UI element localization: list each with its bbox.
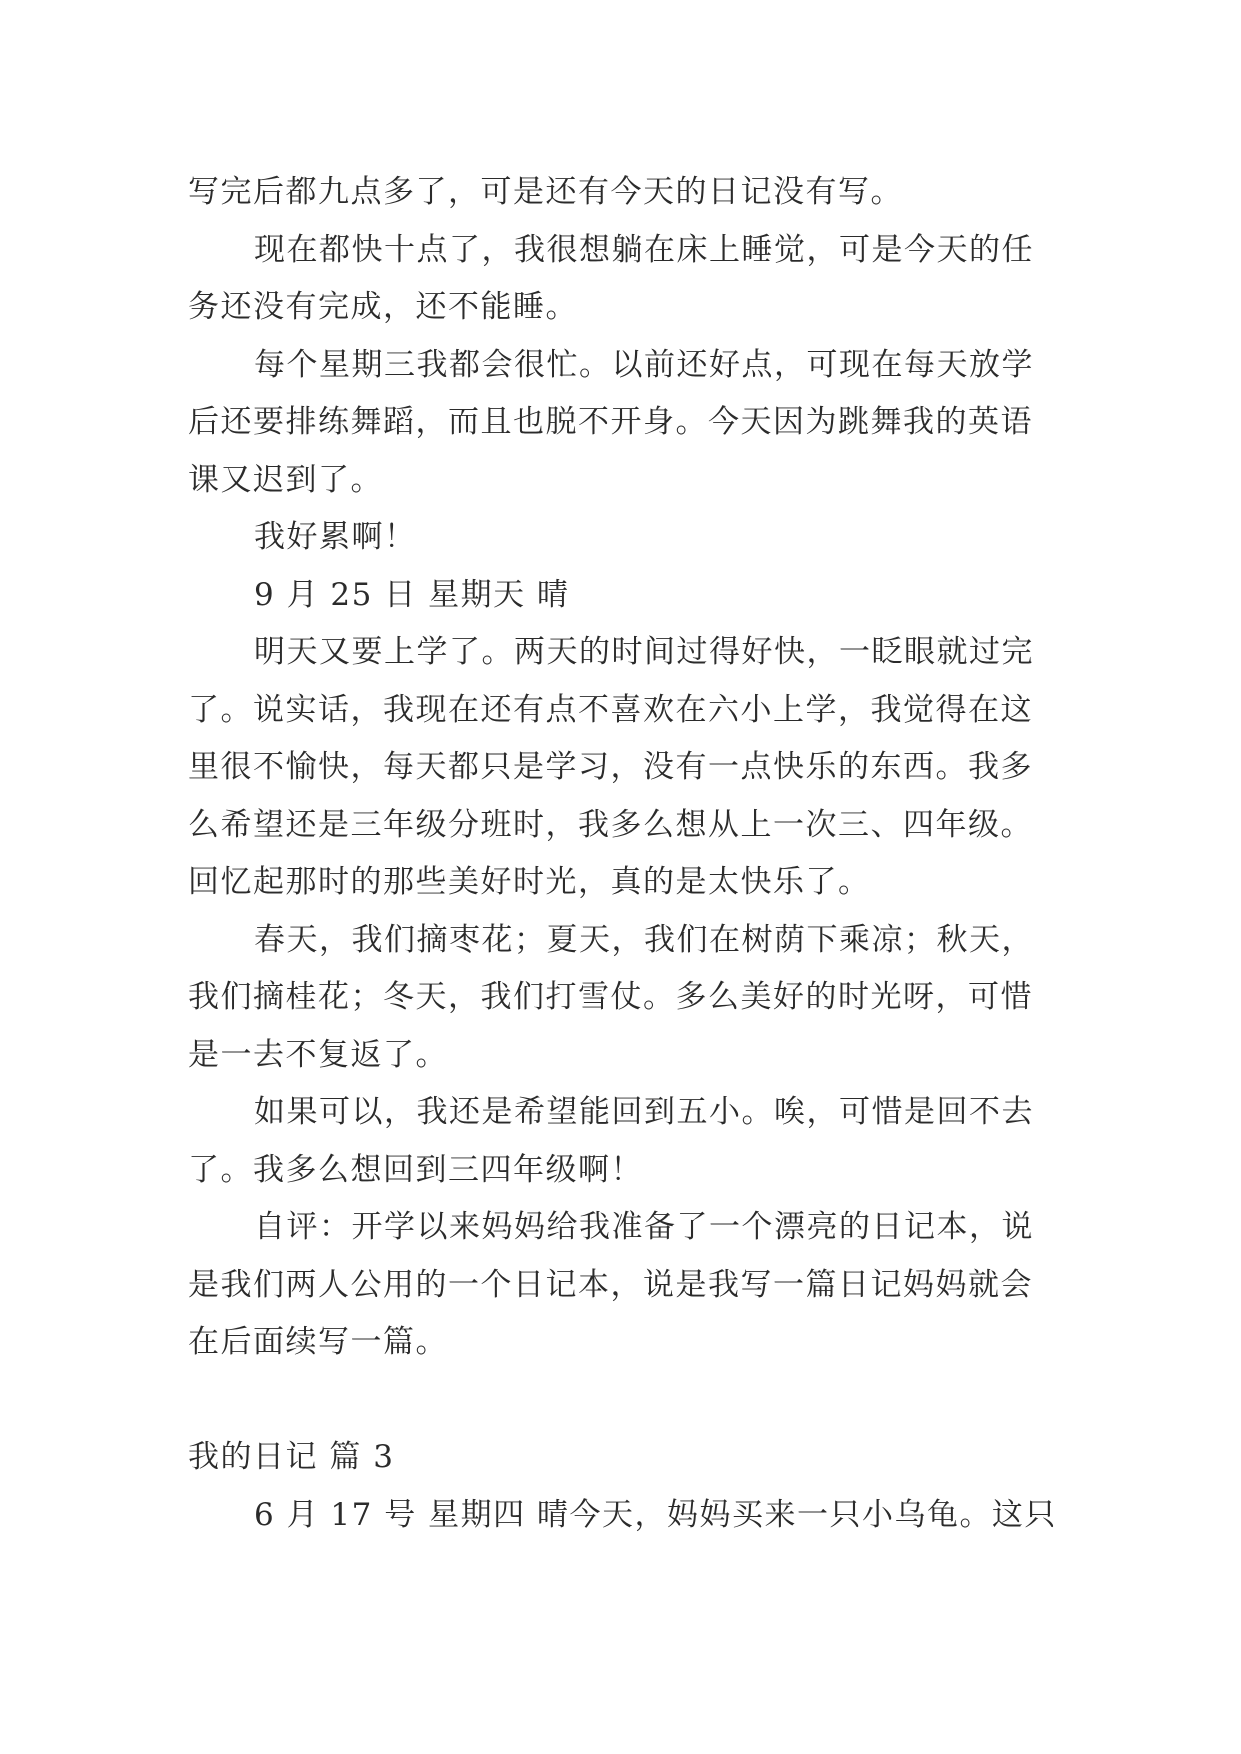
paragraph-line: 自评：开学以来妈妈给我准备了一个漂亮的日记本，说 xyxy=(254,1209,1034,1245)
paragraph-line: 在后面续写一篇。 xyxy=(188,1324,448,1360)
paragraph-line: 明天又要上学了。两天的时间过得好快，一眨眼就过完 xyxy=(254,634,1034,670)
paragraph-line: 我好累啊！ xyxy=(254,519,417,555)
paragraph-line: 了。说实话，我现在还有点不喜欢在六小上学，我觉得在这 xyxy=(188,692,1033,728)
paragraph-line: 课又迟到了。 xyxy=(188,462,383,498)
paragraph-line: 后还要排练舞蹈，而且也脱不开身。今天因为跳舞我的英语 xyxy=(188,404,1033,440)
paragraph-line: 春天，我们摘枣花；夏天，我们在树荫下乘凉；秋天， xyxy=(254,922,1034,958)
paragraph-line: 我们摘桂花；冬天，我们打雪仗。多么美好的时光呀，可惜 xyxy=(188,979,1033,1015)
date-heading: 9 月 25 日 星期天 晴 xyxy=(254,577,570,613)
paragraph-line: 回忆起那时的那些美好时光，真的是太快乐了。 xyxy=(188,864,871,900)
paragraph-line: 每个星期三我都会很忙。以前还好点，可现在每天放学 xyxy=(254,347,1034,383)
section-title: 我的日记 篇 3 xyxy=(188,1439,395,1475)
paragraph-line: 写完后都九点多了，可是还有今天的日记没有写。 xyxy=(188,174,903,210)
paragraph-line: 现在都快十点了，我很想躺在床上睡觉，可是今天的任 xyxy=(254,232,1034,268)
paragraph-line: 如果可以，我还是希望能回到五小。唉，可惜是回不去 xyxy=(254,1094,1034,1130)
paragraph-line: 是一去不复返了。 xyxy=(188,1037,448,1073)
paragraph-line: 6 月 17 号 星期四 晴今天，妈妈买来一只小乌龟。这只 xyxy=(254,1497,1057,1533)
paragraph-line: 么希望还是三年级分班时，我多么想从上一次三、四年级。 xyxy=(188,807,1033,843)
paragraph-line: 务还没有完成，还不能睡。 xyxy=(188,289,578,325)
paragraph-line: 是我们两人公用的一个日记本，说是我写一篇日记妈妈就会 xyxy=(188,1267,1033,1303)
paragraph-line: 了。我多么想回到三四年级啊！ xyxy=(188,1152,643,1188)
paragraph-line: 里很不愉快，每天都只是学习，没有一点快乐的东西。我多 xyxy=(188,749,1033,785)
